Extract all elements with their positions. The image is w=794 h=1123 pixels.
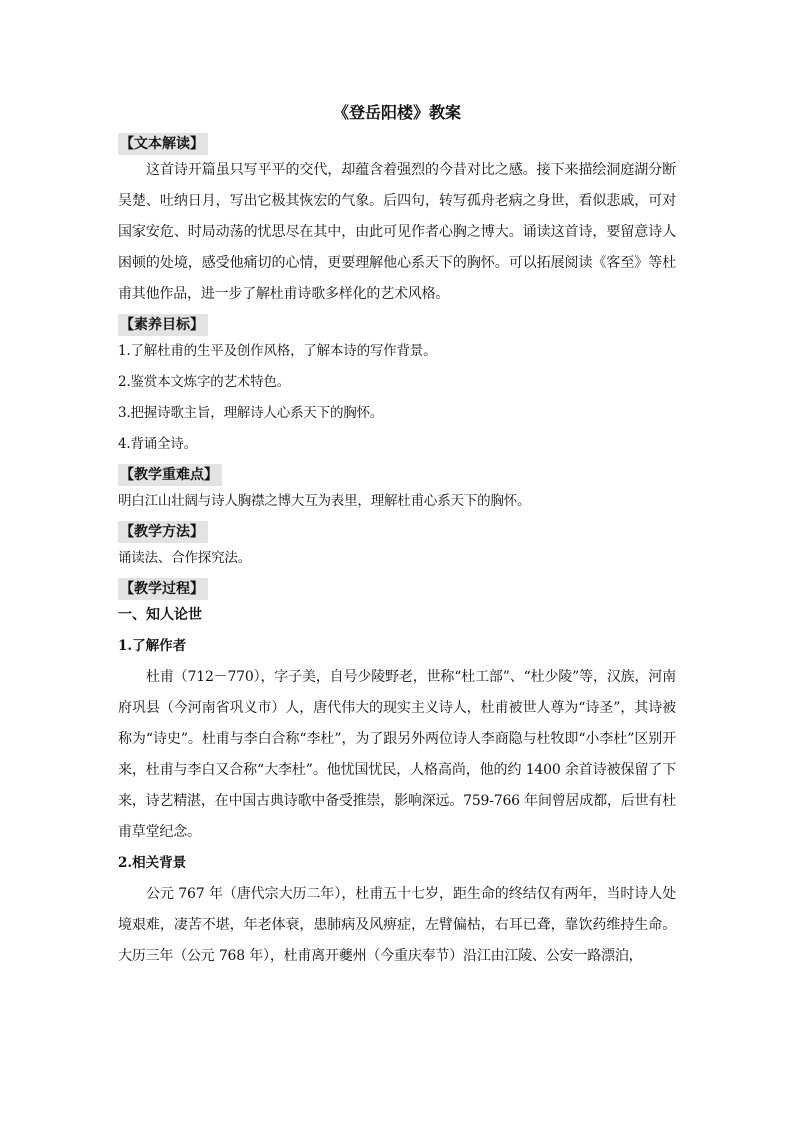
section-reading	[118, 133, 676, 155]
section-process	[118, 578, 676, 600]
methods-text: 诵读法、合作探究法。	[118, 550, 251, 566]
author-paragraph: 杜甫（712－770），字子美，自号少陵野老，世称“杜工部”、“杜少陵”等，汉族，河南府巩县（今河南省巩义市）人，唐代伟大的现实主义诗人，杜甫被世人尊为“诗圣”，其诗被称为“诗史”。杜甫与李白合称“李杜”，为了跟另外两位诗人李商隐与杜牧即“小李杜”区别开来，杜甫与李白又合称“大李杜”。他忧国忧民，人格高尚，他的约 1400 余首诗被保留了下来，诗艺精湛，在中国古典诗歌中备受推崇，影响深远。759-766 年间曾居成都，后世有杜甫草堂纪念。	[118, 669, 676, 840]
document-body	[118, 102, 676, 972]
goal-item: 3.把握诗歌主旨，理解诗人心系天下的胸怀。	[118, 405, 384, 421]
subheading-background: 2.相关背景	[118, 855, 187, 871]
section-methods	[118, 521, 676, 543]
background-paragraph: 公元 767 年（唐代宗大历二年），杜甫五十七岁，距生命的终结仅有两年，当时诗人处境艰难，凄苦不堪，年老体衰，患肺病及风痹症，左臂偏枯，右耳已聋，靠饮药维持生命。大历三年（公元 768 年），杜甫离开夔州（今重庆奉节）沿江由江陵、公安一路漂泊，	[118, 886, 676, 964]
section-heading-reading: 【文本解读】	[118, 133, 208, 155]
process-part-heading: 一、知人论世	[118, 607, 202, 623]
reading-paragraph: 这首诗开篇虽只写平平的交代，却蕴含着强烈的今昔对比之感。接下来描绘洞庭湖分断吴楚、吐纳日月，写出它极其恢宏的气象。后四句，转写孤舟老病之身世，看似悲戚，可对国家安危、时局动荡的忧思尽在其中，由此可见作者心胸之博大。诵读这首诗，要留意诗人困顿的处境，感受他痛切的心情，更要理解他心系天下的胸怀。可以拓展阅读《客至》等杜甫其他作品，进一步了解杜甫诗歌多样化的艺术风格。	[118, 162, 676, 302]
goal-item: 2.鉴赏本文炼字的艺术特色。	[118, 374, 291, 390]
section-heading-goals: 【素养目标】	[118, 314, 208, 336]
goal-item: 1.了解杜甫的生平及创作风格，了解本诗的写作背景。	[118, 343, 437, 359]
document-title: 《登岳阳楼》教案	[332, 103, 461, 122]
section-keypoints	[118, 464, 676, 486]
keypoints-text: 明白江山壮阔与诗人胸襟之博大互为表里，理解杜甫心系天下的胸怀。	[118, 493, 531, 509]
section-goals	[118, 314, 676, 336]
subheading-author: 1.了解作者	[118, 638, 187, 654]
section-heading-methods: 【教学方法】	[118, 521, 208, 543]
goal-item: 4.背诵全诗。	[118, 436, 197, 452]
section-heading-process: 【教学过程】	[118, 578, 208, 600]
section-heading-keypoints: 【教学重难点】	[118, 464, 222, 486]
